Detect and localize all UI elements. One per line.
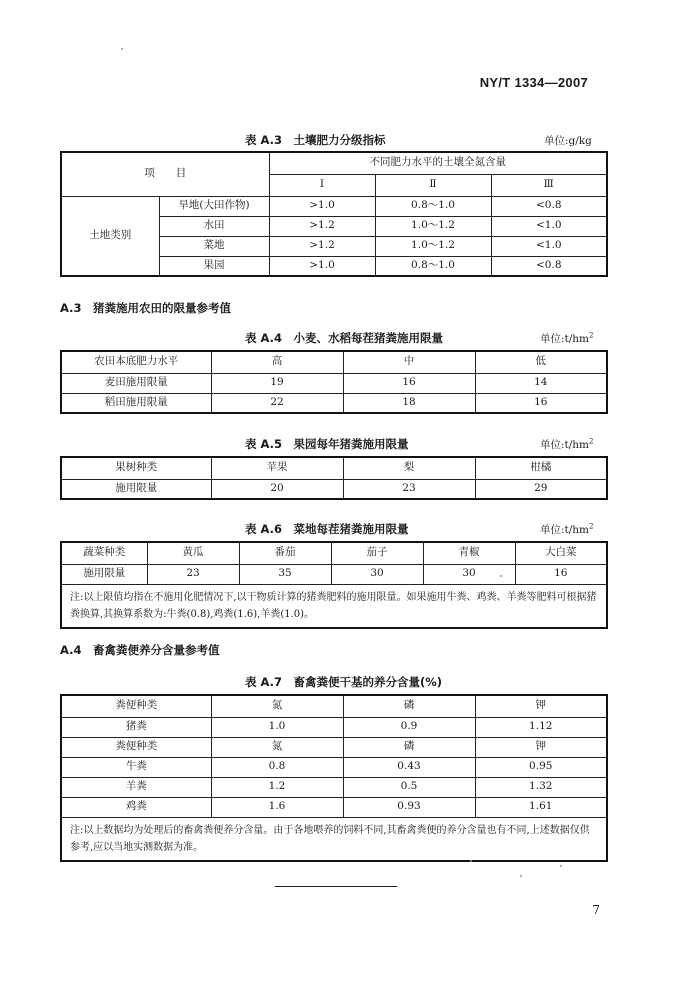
table-cell: 30	[331, 564, 423, 584]
table-cell: 30	[423, 564, 515, 584]
table-a3-unit: 单位:g/kg	[544, 135, 592, 147]
table-row	[61, 479, 607, 499]
scan-speck	[121, 48, 123, 50]
table-header-cell: 农田本底肥力水平	[61, 351, 211, 373]
table-cell: <1.0	[491, 236, 607, 256]
table-cell: 0.8	[211, 757, 343, 777]
table-cell: 菜地	[159, 236, 269, 256]
table-a3-level: Ⅲ	[491, 174, 607, 196]
table-row	[61, 757, 607, 777]
table-cell: 0.8～1.0	[375, 256, 491, 276]
table-cell: 稻田施用限量	[61, 393, 211, 413]
table-a7-note: 注:以上数据均为处理后的畜禽粪便养分含量。由于各地喂养的饲料不同,其畜禽粪便的养分含量也有不同,上述数据仅供参考,应以当地实测数据为准。	[61, 817, 607, 861]
table-a7-caption: 表 A.7 畜禽粪便干基的养分含量(%)	[245, 675, 443, 689]
table-cell: 0.5	[343, 777, 475, 797]
table-a7	[60, 694, 608, 862]
table-cell: 施用限量	[61, 564, 147, 584]
table-header-row	[61, 542, 607, 564]
table-cell: 0.43	[343, 757, 475, 777]
table-cell: 1.61	[475, 797, 607, 817]
section-a3-heading: A.3 猪粪施用农田的限量参考值	[60, 301, 231, 315]
table-header-cell: 苹果	[211, 457, 343, 479]
table-header-cell: 氮	[211, 695, 343, 717]
table-cell: 磷	[343, 737, 475, 757]
table-header-cell: 茄子	[331, 542, 423, 564]
table-cell: 1.12	[475, 717, 607, 737]
table-row	[61, 196, 607, 216]
table-cell: 猪粪	[61, 717, 211, 737]
table-cell: 16	[515, 564, 607, 584]
table-row	[61, 564, 607, 584]
table-header-cell: 低	[475, 351, 607, 373]
table-a5	[60, 456, 608, 500]
table-cell: 水田	[159, 216, 269, 236]
table-cell: 1.2	[211, 777, 343, 797]
table-cell: >1.0	[269, 196, 375, 216]
table-header-cell: 钾	[475, 695, 607, 717]
table-cell: >1.2	[269, 236, 375, 256]
table-row	[61, 393, 607, 413]
table-cell: 35	[239, 564, 331, 584]
table-a5-unit: 单位$:t/hm^2$	[540, 437, 594, 451]
table-header-row	[61, 351, 607, 373]
table-a3-row-group: 土地类别	[61, 196, 159, 276]
table-cell: 0.95	[475, 757, 607, 777]
table-cell: 18	[343, 393, 475, 413]
scan-speck	[470, 860, 472, 862]
table-a3-caption: 表 A.3 土壤肥力分级指标	[245, 133, 386, 147]
table-a6-unit: 单位$:t/hm^2$	[540, 522, 594, 536]
table-a4-unit: 单位$:t/hm^2$	[540, 331, 594, 345]
table-row	[61, 797, 607, 817]
table-header-cell: 青椒	[423, 542, 515, 564]
table-header-cell: 蔬菜种类	[61, 542, 147, 564]
table-cell: 鸡粪	[61, 797, 211, 817]
table-cell: 29	[475, 479, 607, 499]
table-cell: 钾	[475, 737, 607, 757]
table-cell: 16	[343, 373, 475, 393]
table-header-cell: 果树种类	[61, 457, 211, 479]
table-header-cell: 磷	[343, 695, 475, 717]
scan-speck	[500, 575, 502, 577]
table-a6	[60, 541, 608, 629]
table-cell: 麦田施用限量	[61, 373, 211, 393]
table-a6-note: 注:以上限值均指在不施用化肥情况下,以干物质计算的猪粪肥料的施用限量。如果施用牛粪、鸡粪、羊粪等肥料可根据猪粪换算,其换算系数为:牛粪(0.8),鸡粪(1.6),羊粪(1.0)。	[61, 584, 607, 628]
table-a4-caption: 表 A.4 小麦、水稻每茬猪粪施用限量	[245, 331, 443, 345]
table-row	[61, 737, 607, 757]
table-cell: 1.0～1.2	[375, 216, 491, 236]
table-header-cell: 番茄	[239, 542, 331, 564]
table-a6-caption: 表 A.6 菜地每茬猪粪施用限量	[245, 522, 409, 536]
table-cell: 20	[211, 479, 343, 499]
table-header-cell: 大白菜	[515, 542, 607, 564]
table-cell: >1.2	[269, 216, 375, 236]
table-a3-level: Ⅰ	[269, 174, 375, 196]
table-cell: 1.0～1.2	[375, 236, 491, 256]
table-header-row	[61, 457, 607, 479]
table-cell: >1.0	[269, 256, 375, 276]
table-header-cell: 黄瓜	[147, 542, 239, 564]
table-cell: 施用限量	[61, 479, 211, 499]
table-header-cell: 高	[211, 351, 343, 373]
table-cell: 0.8～1.0	[375, 196, 491, 216]
table-cell: 牛粪	[61, 757, 211, 777]
table-cell: 23	[343, 479, 475, 499]
table-cell: <0.8	[491, 196, 607, 216]
table-a3-level: Ⅱ	[375, 174, 491, 196]
table-cell: 0.93	[343, 797, 475, 817]
footer-rule	[275, 886, 397, 887]
table-cell: 羊粪	[61, 777, 211, 797]
table-cell: 22	[211, 393, 343, 413]
table-header-row	[61, 695, 607, 717]
table-cell: 19	[211, 373, 343, 393]
table-cell: 粪便种类	[61, 737, 211, 757]
table-header-cell: 中	[343, 351, 475, 373]
table-header-cell: 梨	[343, 457, 475, 479]
standard-number: NY/T 1334—2007	[479, 75, 588, 90]
table-cell: 1.32	[475, 777, 607, 797]
page-number: 7	[592, 903, 600, 917]
scan-speck	[520, 875, 522, 877]
table-a3-group-header: 不同肥力水平的土壤全氮含量	[269, 152, 607, 174]
table-cell: 1.6	[211, 797, 343, 817]
table-a3-item-header: 项 目	[61, 152, 269, 196]
table-cell: 旱地(大田作物)	[159, 196, 269, 216]
table-a3	[60, 151, 608, 277]
table-row	[61, 777, 607, 797]
table-cell: 果园	[159, 256, 269, 276]
table-header-cell: 粪便种类	[61, 695, 211, 717]
table-header-cell: 柑橘	[475, 457, 607, 479]
section-a4-heading: A.4 畜禽粪便养分含量参考值	[60, 643, 220, 657]
table-row	[61, 717, 607, 737]
table-cell: 16	[475, 393, 607, 413]
table-cell: 14	[475, 373, 607, 393]
table-cell: 23	[147, 564, 239, 584]
table-cell: <0.8	[491, 256, 607, 276]
table-cell: <1.0	[491, 216, 607, 236]
table-cell: 0.9	[343, 717, 475, 737]
table-a4	[60, 350, 608, 414]
scan-speck	[560, 865, 562, 867]
table-a5-caption: 表 A.5 果园每年猪粪施用限量	[245, 437, 409, 451]
table-cell: 1.0	[211, 717, 343, 737]
table-cell: 氮	[211, 737, 343, 757]
table-row	[61, 373, 607, 393]
